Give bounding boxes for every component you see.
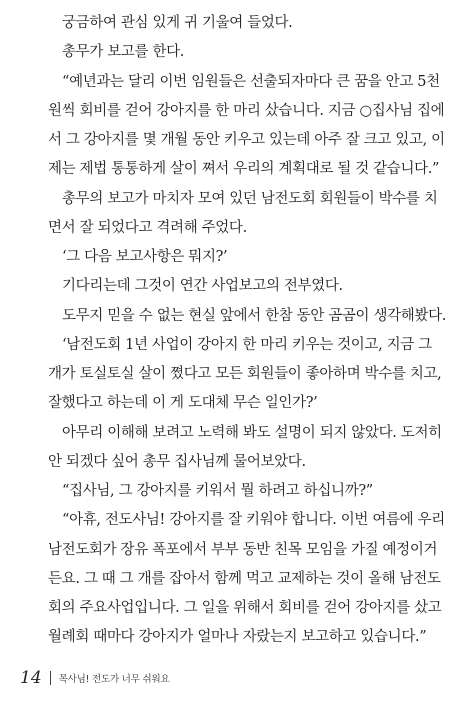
text-line: 안 되겠다 싶어 총무 집사님께 물어보았다.	[48, 454, 306, 470]
text-line: 서 그 강아지를 몇 개월 동안 키우고 있는데 아주 잘 크고 있고, 이	[48, 132, 445, 148]
text-line: 도무지 믿을 수 없는 현실 앞에서 한참 동안 곰곰이 생각해봤다.	[62, 308, 447, 324]
text-line: “예년과는 달리 이번 임원들은 선출되자마다 큰 꿈을 안고 5천	[62, 74, 440, 90]
text-line: 원씩 회비를 걷어 강아지를 한 마리 샀습니다. 지금 ○집사님 집에	[48, 103, 445, 119]
text-line: 아무리 이해해 보려고 노력해 봐도 설명이 되지 않았다. 도저히	[62, 425, 442, 441]
text-line: 제는 제법 통통하게 살이 쪄서 우리의 계획대로 될 것 같습니다.”	[48, 161, 440, 177]
text-line: 잘했다고 하는데 이 게 도대체 무슨 일인가?’	[48, 395, 318, 411]
page-number: 14	[20, 668, 42, 688]
text-line: ‘남전도회 1년 사업이 강아지 한 마리 키우는 것이고, 지금 그	[62, 337, 432, 353]
text-line: 개가 토실토실 살이 쪘다고 모든 회원들이 좋아하며 박수를 치고,	[48, 366, 442, 382]
text-line: “아휴, 전도사님! 강아지를 잘 키워야 합니다. 이번 여름에 우리	[62, 512, 445, 528]
footer-divider	[50, 671, 51, 685]
text-line: 총무의 보고가 마치자 모여 있던 남전도회 회원들이 박수를 치	[62, 191, 438, 207]
text-line: 월례회 때마다 강아지가 얼마나 자랐는지 보고하고 있습니다.”	[48, 629, 427, 645]
text-line: 궁금하여 관심 있게 귀 기울여 들었다.	[62, 15, 293, 31]
text-line: 회의 주요사업입니다. 그 일을 위해서 회비를 걷어 강아지를 샀고	[48, 600, 442, 616]
text-line: 든요. 그 때 그 개를 잡아서 함께 먹고 교제하는 것이 올해 남전도	[48, 571, 441, 587]
text-line: 기다리는데 그것이 연간 사업보고의 전부였다.	[62, 278, 343, 294]
text-line: 총무가 보고를 한다.	[62, 44, 185, 60]
text-line: 면서 잘 되었다고 격려해 주었다.	[48, 220, 247, 236]
text-line: “집사님, 그 강아지를 키워서 뭘 하려고 하십니까?”	[62, 483, 373, 499]
text-line: 남전도회가 장유 폭포에서 부부 동반 친목 모임을 가질 예정이거	[48, 542, 438, 558]
running-title: 목사님! 전도가 너무 쉬워요	[58, 674, 170, 685]
text-line: ‘그 다음 보고사항은 뭐지?’	[62, 249, 228, 265]
page-footer	[20, 668, 169, 688]
